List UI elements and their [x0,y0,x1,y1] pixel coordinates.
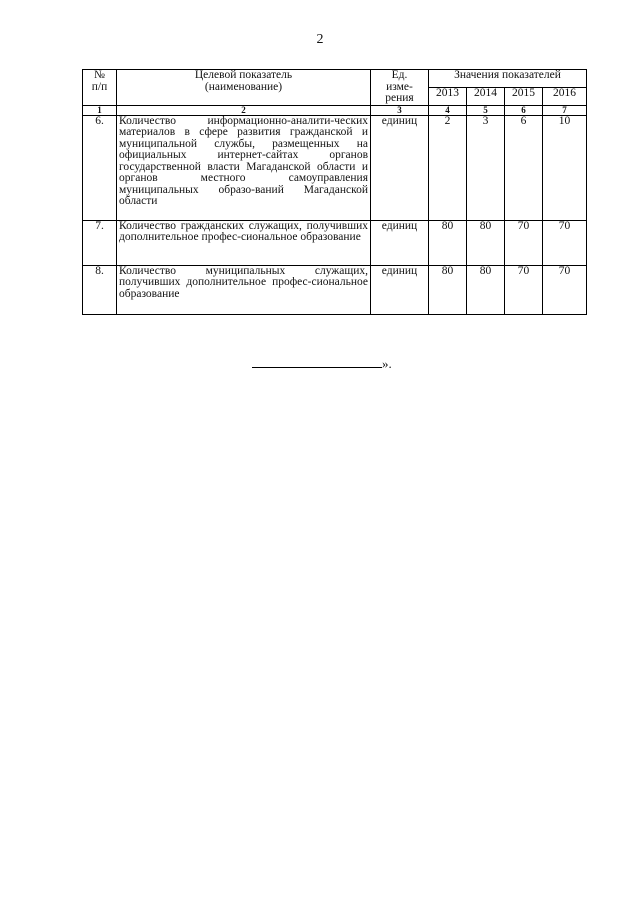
header-year-2015: 2015 [505,87,543,105]
value-2016: 10 [543,115,587,220]
indicator-name: Количество муниципальных служащих, получивших дополнительное профес-сиональное образование [117,265,371,314]
value-2013: 80 [429,220,467,265]
column-index: 1 [83,105,117,115]
column-index: 4 [429,105,467,115]
header-year-2013: 2013 [429,87,467,105]
value-2013: 2 [429,115,467,220]
value-2015: 70 [505,265,543,314]
row-number: 6. [83,115,117,220]
header-year-2016: 2016 [543,87,587,105]
header-name: Целевой показатель (наименование) [117,70,371,106]
header-year-2014: 2014 [467,87,505,105]
value-2014: 80 [467,220,505,265]
indicator-name: Количество информационно-аналити-ческих материалов в сфере развития гражданской и муниципальной службы, размещенных на официальных интернет-сайтах органов государственной власти Магаданской области и органов местного самоуправления муниципальных образо-ваний Магаданской области [117,115,371,220]
column-index: 3 [371,105,429,115]
header-values-group: Значения показателей [429,70,587,88]
row-number: 7. [83,220,117,265]
value-2015: 6 [505,115,543,220]
column-index: 5 [467,105,505,115]
header-num: № п/п [83,70,117,106]
table-row [83,115,587,220]
unit-cell: единиц [371,115,429,220]
column-index: 6 [505,105,543,115]
row-number: 8. [83,265,117,314]
page-number: 2 [316,32,324,47]
value-2014: 80 [467,265,505,314]
value-2013: 80 [429,265,467,314]
header-unit: Ед. изме- рения [371,70,429,106]
column-index: 2 [117,105,371,115]
table-row [83,220,587,265]
closing-quote: ». [382,356,392,371]
closing-underline [252,357,382,368]
value-2015: 70 [505,220,543,265]
table-row [83,265,587,314]
column-index-row [83,105,587,115]
unit-cell: единиц [371,220,429,265]
unit-cell: единиц [371,265,429,314]
column-index: 7 [543,105,587,115]
closing-mark [252,356,392,372]
indicators-table [82,69,587,315]
value-2016: 70 [543,220,587,265]
value-2016: 70 [543,265,587,314]
value-2014: 3 [467,115,505,220]
indicator-name: Количество гражданских служащих, получивших дополнительное профес-сиональное образование [117,220,371,265]
